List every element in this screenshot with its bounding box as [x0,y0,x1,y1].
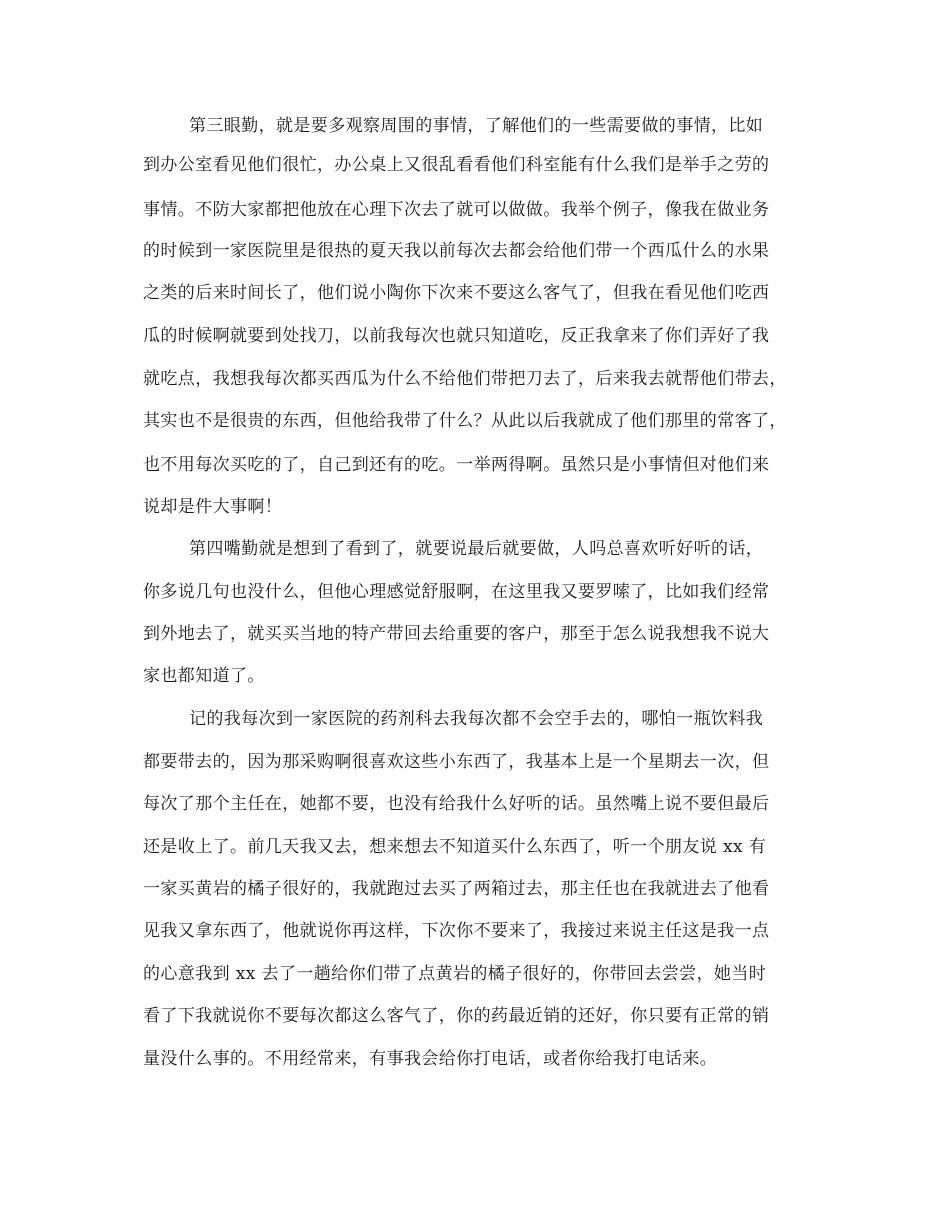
text-line: 瓜的时候啊就要到处找刀，以前我每次也就只知道吃，反正我拿来了你们弄好了我 [143,326,770,346]
text-line: 你多说几句也没什么，但他心理感觉舒服啊，在这里我又要罗嗦了，比如我们经常 [143,582,770,602]
text-line: 也不用每次买吃的了，自己到还有的吃。一举两得啊。虽然只是小事情但对他们来 [143,455,770,475]
text-line: 之类的后来时间长了，他们说小陶你下次来不要这么客气了，但我在看见他们吃西 [143,283,770,303]
text-line: 到外地去了，就买买当地的特产带回去给重要的客户，那至于怎么说我想我不说大 [143,624,770,644]
text-line: 第四嘴勤就是想到了看到了，就要说最后就要做，人吗总喜欢听好听的话， [189,539,764,559]
text-line: 每次了那个主任在，她都不要，也没有给我什么好听的话。虽然嘴上说不要但最后 [143,794,770,814]
text-line: 家也都知道了。 [143,666,265,686]
text-line: 到办公室看见他们很忙，办公桌上又很乱看看他们科室能有什么我们是举手之劳的 [143,155,770,175]
text-line: 记的我每次到一家医院的药剂科去我每次都不会空手去的，哪怕一瓶饮料我 [189,709,764,729]
text-line: 就吃点，我想我每次都买西瓜为什么不给他们带把刀去了，后来我去就帮他们带去， [143,369,787,389]
text-line: 其实也不是很贵的东西，但他给我带了什么？从此以后我就成了他们那里的常客了， [143,411,787,431]
text-line: 第三眼勤，就是要多观察周围的事情，了解他们的一些需要做的事情，比如 [189,116,764,136]
text-line: 的时候到一家医院里是很热的夏天我以前每次去都会给他们带一个西瓜什么的水果 [143,241,770,261]
text-line: 见我又拿东西了，他就说你再这样，下次你不要来了，我接过来说主任这是我一点 [143,921,770,941]
text-line: 还是收上了。前几天我又去，想来想去不知道买什么东西了，听一个朋友说 xx 有 [143,837,767,857]
text-line: 都要带去的，因为那采购啊很喜欢这些小东西了，我基本上是一个星期去一次，但 [143,752,770,772]
text-line: 看了下我就说你不要每次都这么客气了，你的药最近销的还好，你只要有正常的销 [143,1006,770,1026]
text-line: 的心意我到 xx 去了一趟给你们带了点黄岩的橘子很好的，你带回去尝尝，她当时 [143,964,767,984]
text-line: 事情。不防大家都把他放在心理下次去了就可以做做。我举个例子，像我在做业务 [143,200,770,220]
text-line: 说却是件大事啊！ [143,497,283,517]
text-line: 一家买黄岩的橘子很好的，我就跑过去买了两箱过去，那主任也在我就进去了他看 [143,879,770,899]
text-line: 量没什么事的。不用经常来，有事我会给你打电话，或者你给我打电话来。 [143,1049,718,1069]
